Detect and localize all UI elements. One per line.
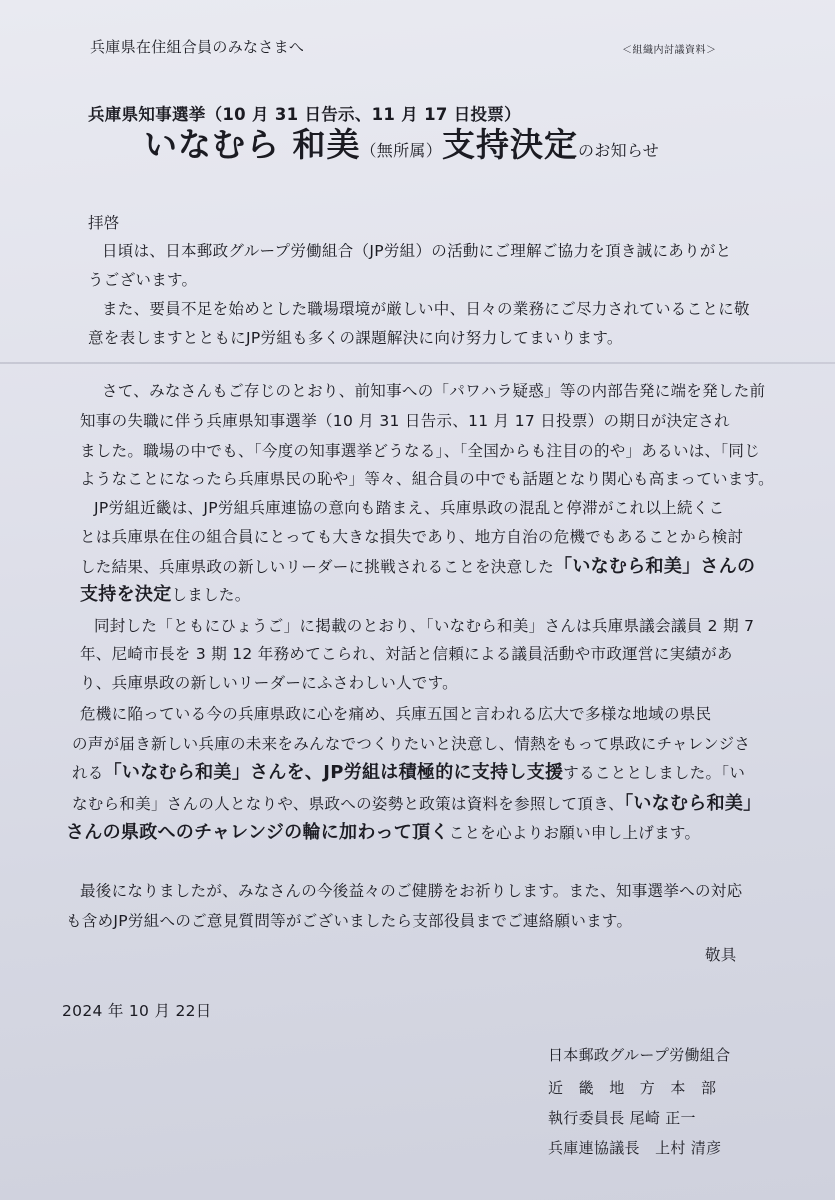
signature-union: 日本郵政グループ労働組合	[548, 1046, 731, 1064]
para4-line3	[80, 556, 755, 578]
para6-line5-emphasis: さんの県政へのチャレンジの輪に加わって頂く	[66, 822, 449, 843]
signature-chairman: 執行委員長 尾崎 正一	[548, 1109, 696, 1127]
para6-line4-emphasis: 「いなむら和美」	[624, 793, 762, 814]
para3-line3: ました。職場の中でも、「今度の知事選挙どうなる」、「全国からも注目の的や」あるいは、「同じ	[80, 442, 761, 460]
para6-line4-text: なむら和美」さんの人となりや、県政への姿勢と政策は資料を参照して頂き、	[72, 795, 625, 813]
para1-line1: 日頃は、日本郵政グループ労働組合（JP労組）の活動にご理解ご協力を頂き誠にありがと	[102, 242, 732, 260]
election-subtitle: 兵庫県知事選挙（10 月 31 日告示、11 月 17 日投票）	[88, 105, 521, 124]
para4-line3-emphasis: 「いなむら和美」さんの	[554, 556, 756, 577]
closing: 敬具	[705, 946, 737, 964]
para1-line2: うございます。	[88, 271, 198, 289]
para5-line3: り、兵庫県政の新しいリーダーにふさわしい人です。	[80, 674, 458, 692]
para6-line3	[72, 762, 745, 784]
para4-line2: とは兵庫県在住の組合員にとっても大きな損失であり、地方自治の危機でもあることから検討	[80, 528, 744, 546]
para6-line2: の声が届き新しい兵庫の未来をみんなでつくりたいと決意し、情熱をもって県政にチャレンジさ	[72, 735, 751, 753]
para7-line2: も含めJP労組へのご意見質問等がございましたら支部役員までご連絡願います。	[66, 912, 633, 930]
letter-date: 2024 年 10 月 22日	[62, 1002, 212, 1020]
headline-suffix: のお知らせ	[578, 141, 660, 160]
headline-candidate-name: いなむら 和美	[144, 125, 361, 164]
para6-line3-text-a: れる	[72, 764, 104, 782]
paper-fold-crease	[0, 362, 835, 364]
para3-line2: 知事の失職に伴う兵庫県知事選挙（10 月 31 日告示、11 月 17 日投票）の期日が決定され	[80, 412, 730, 430]
para6-line3-emphasis: 「いなむら和美」さんを、JP労組は積極的に支持し支援	[103, 762, 564, 783]
para4-line1: JP労組近畿は、JP労組兵庫連協の意向も踏まえ、兵庫県政の混乱と停滞がこれ以上続くこ	[94, 499, 725, 517]
para4-line4	[80, 584, 251, 606]
headline-affiliation: （無所属）	[360, 141, 443, 160]
para3-line4: ようなことになったら兵庫県民の恥や」等々、組合員の中でも話題となり関心も高まっています。	[80, 470, 774, 488]
para5-line1: 同封した「ともにひょうご」に掲載のとおり、「いなむら和美」さんは兵庫県議会議員 2 期 7	[94, 617, 755, 635]
para6-line1: 危機に陥っている今の兵庫県政に心を痛め、兵庫五国と言われる広大で多様な地域の県民	[80, 705, 712, 723]
para7-line1: 最後になりましたが、みなさんの今後益々のご健勝をお祈りします。また、知事選挙への対応	[80, 882, 743, 900]
headline-decision: 支持決定	[442, 125, 579, 164]
para6-line5-text: ことを心よりお願い申し上げます。	[448, 824, 701, 842]
para6-line4	[72, 793, 761, 815]
para6-line5	[66, 822, 700, 844]
para6-line3-text-b: することとしました。「い	[563, 764, 746, 782]
para4-line3-text: した結果、兵庫県政の新しいリーダーに挑戦されることを決意した	[80, 558, 555, 576]
para2-line1: また、要員不足を始めとした職場環境が厳しい中、日々の業務にご尽力されていることに敬	[102, 300, 750, 318]
para3-line1: さて、みなさんもご存じのとおり、前知事への「パワハラ疑惑」等の内部告発に端を発した前	[102, 382, 766, 400]
signature-regional-office: 近 畿 地 方 本 部	[548, 1079, 717, 1097]
headline	[144, 125, 660, 182]
addressee: 兵庫県在住組合員のみなさまへ	[90, 38, 305, 56]
greeting: 拝啓	[88, 214, 120, 232]
para5-line2: 年、尼崎市長を 3 期 12 年務めてこられ、対話と信頼による議員活動や市政運営に実績があ	[80, 645, 733, 663]
para4-line4-text: しました。	[171, 586, 251, 604]
internal-document-note: ＜組織内討議資料＞	[622, 45, 717, 56]
para2-line2: 意を表しますとともにJP労組も多くの課題解決に向け努力してまいります。	[88, 329, 623, 347]
para4-line4-emphasis: 支持を決定	[80, 584, 172, 605]
signature-council-chair: 兵庫連協議長 上村 清彦	[548, 1139, 722, 1157]
